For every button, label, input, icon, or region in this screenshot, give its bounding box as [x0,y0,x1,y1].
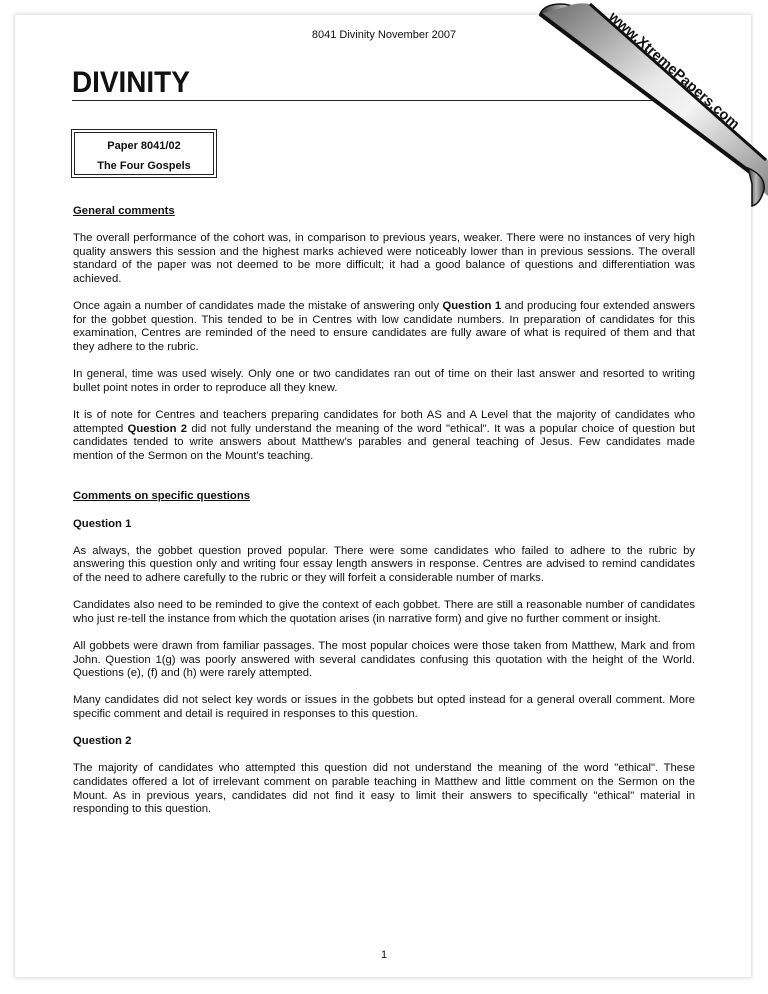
question-1-paragraph-1: As always, the gobbet question proved popular. There were some candidates who failed to adhere to the rubric by answering this question only and writing four essay length answers in response. Centres are advised to remind candidates of the need to adhere carefully to the rubric or they will forfeit a considerable number of marks. [73,544,695,585]
question-2-heading: Question 2 [73,735,132,748]
running-header: 8041 Divinity November 2007 [311,29,457,41]
question-2-paragraph-1: The majority of candidates who attempted this question did not understand the meaning of the word "ethical". These candidates offered a lot of irrelevant comment on parable teaching in Matthew and little comment on the Sermon on the Mount. As in previous years, candidates did not find it easy to limit their answers to specifically "ethical" material in responding to this question. [73,762,695,816]
paper-name: The Four Gospels [97,160,191,172]
general-paragraph-3: In general, time was used wisely. Only one or two candidates ran out of time on their last answer and resorted to writing bullet point notes in order to reproduce all they knew. [73,368,695,394]
general-paragraph-1: The overall performance of the cohort was, in comparison to previous years, weaker. There were no instances of very high quality answers this session and the highest marks achieved were noticeably lower than in previous sessions. The overall standard of the paper was not deemed to be more difficult; it had a good balance of questions and differentiation was achieved. [73,232,695,285]
question-1-paragraph-2: Candidates also need to be reminded to give the context of each gobbet. There are still a reasonable number of candidates who just re-tell the instance from which the quotation arises (in narrative form) and give no further comment or insight. [73,599,695,625]
section-heading-specific: Comments on specific questions [73,490,251,503]
section-heading-general: General comments [73,205,175,217]
watermark-text: www.XtremePapers.com [605,9,743,133]
question-1-heading: Question 1 [73,517,132,530]
document-body [73,205,695,830]
paper-info-box [71,129,217,178]
document-title: DIVINITY [72,66,190,99]
question-1-paragraph-4: Many candidates did not select key words or issues in the gobbets but opted instead for a general overall comment. More specific comment and detail is required in responses to this question. [73,694,695,720]
general-paragraph-4: It is of note for Centres and teachers preparing candidates for both AS and A Level that the majority of candidates who attempted Question 2 did not fully understand the meaning of the word "ethical". It was a popular choice of question but candidates tended to write answers about Matthew’s parables and general teaching of Jesus. Few candidates made mention of the Sermon on the Mount’s teaching. [73,408,695,462]
page-number: 1 [380,949,388,961]
watermark-ribbon [520,0,768,220]
question-1-paragraph-3: All gobbets were drawn from familiar passages. The most popular choices were those taken from Matthew, Mark and from John. Question 1(g) was poorly answered with several candidates confusing this quotation with the height of the World. Questions (e), (f) and (h) were rarely attempted. [73,640,695,680]
general-paragraph-2: Once again a number of candidates made the mistake of answering only Question 1 and producing four extended answers for the gobbet question. This tended to be in Centres with low candidate numbers. In preparation of candidates for this examination, Centres are reminded of the need to ensure candidates are fully aware of what is required of them and that they adhere to the rubric. [73,300,695,353]
paper-code: Paper 8041/02 [107,140,181,152]
